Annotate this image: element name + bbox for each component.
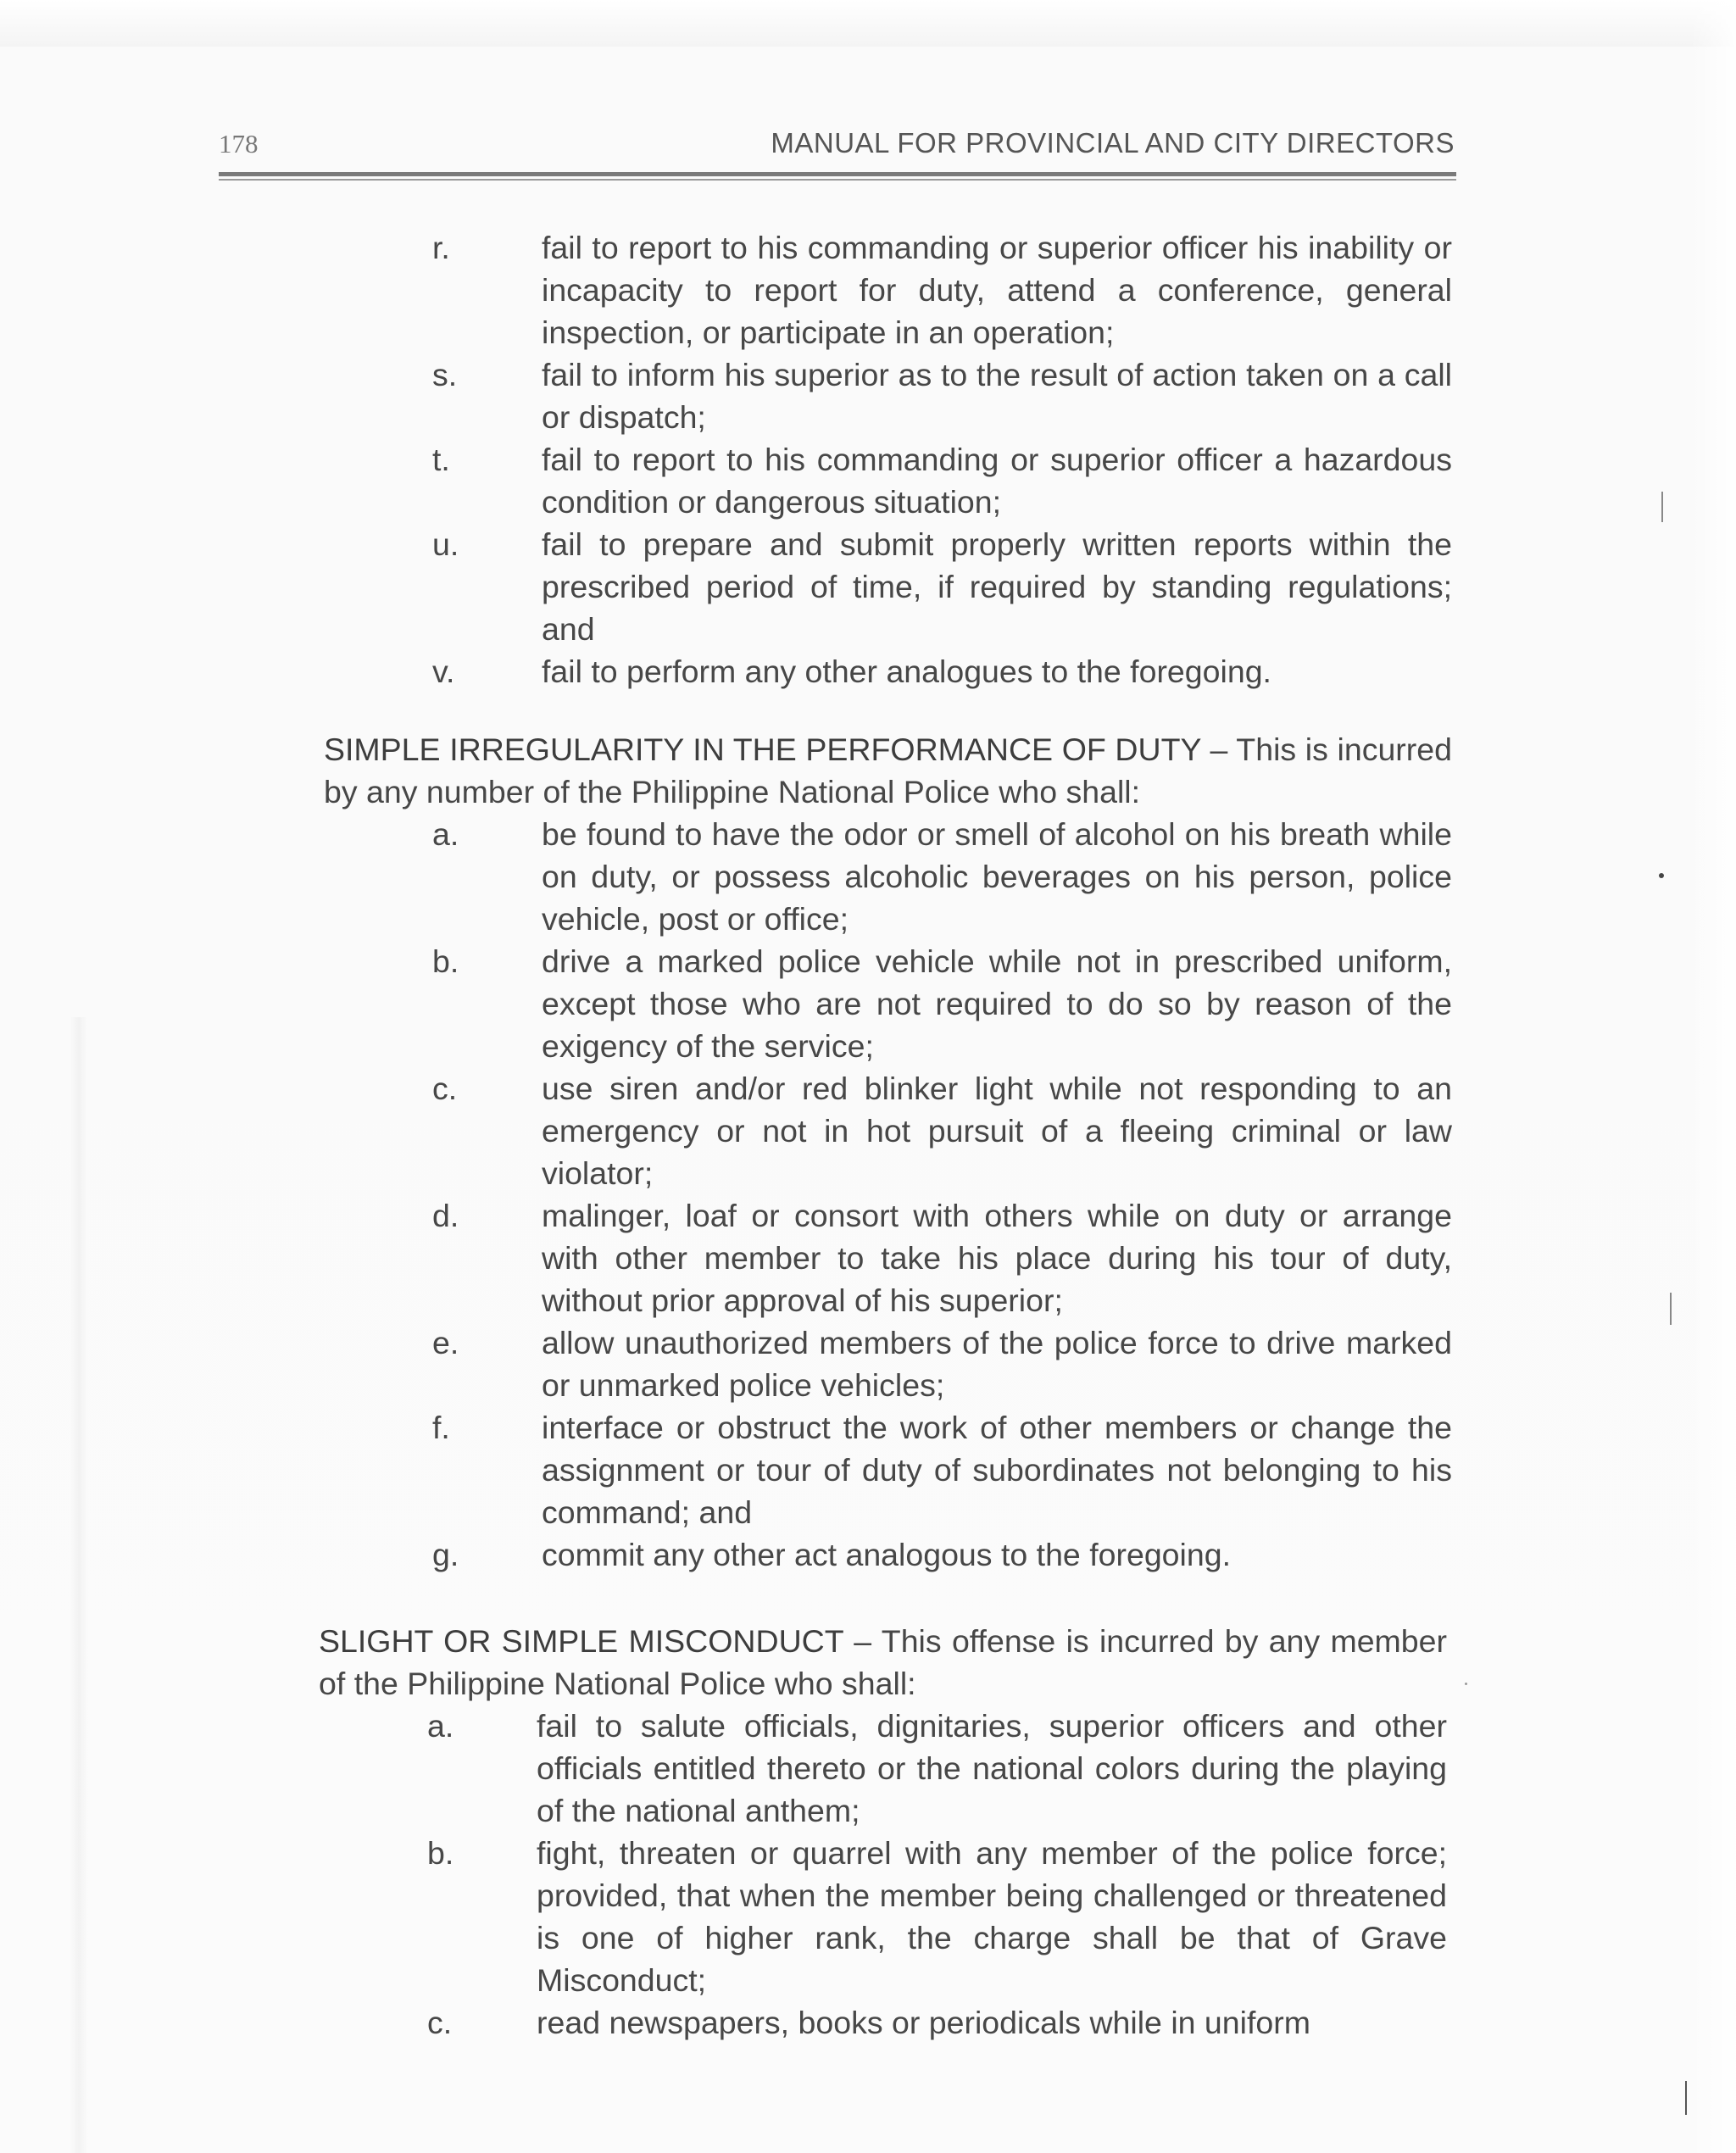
list-item-text: fail to prepare and submit properly written reports within the prescribed period of time, if required by standing regulations; and <box>542 526 1452 647</box>
list-marker: d. <box>432 1198 459 1233</box>
list-item <box>432 1533 1452 1576</box>
list-item-text: fail to salute officials, dignitaries, superior officers and other officials entitled thereto or the national colors during the playing of the national anthem; <box>537 1708 1447 1828</box>
list-item <box>432 1321 1452 1406</box>
section-intro <box>324 728 1452 813</box>
list-marker: b. <box>432 943 459 979</box>
list-item <box>427 2001 1447 2044</box>
list-marker: v. <box>432 654 455 689</box>
list-marker: a. <box>427 1708 454 1744</box>
list-item <box>432 523 1452 650</box>
list-item-text: fight, threaten or quarrel with any member of the police force; provided, that when the member being challenged or threatened is one of higher rank, the charge shall be that of Grave Misconduct; <box>537 1835 1447 1998</box>
section-intro-text: – This offense is incurred by any member of the Philippine National Police who shall: <box>319 1623 1447 1701</box>
section-slight-misconduct <box>319 1620 1447 2044</box>
list-marker: g. <box>432 1537 459 1572</box>
scan-mark <box>1685 2081 1687 2115</box>
list-item-text: use siren and/or red blinker light while not responding to an emergency or not in hot pursuit of a fleeing criminal or law violator; <box>542 1071 1452 1191</box>
section-intro-text: – This is incurred by any number of the Philippine National Police who shall: <box>324 732 1452 809</box>
list-item-text: drive a marked police vehicle while not in prescribed uniform, except those who are not required to do so by reason of the exigency of the service; <box>542 943 1452 1064</box>
list-item <box>432 438 1452 523</box>
scan-speck <box>1465 1683 1467 1685</box>
list-item-text: read newspapers, books or periodicals while in uniform <box>537 2005 1310 2040</box>
list-item <box>432 226 1452 353</box>
list-item-text: fail to perform any other analogues to the foregoing. <box>542 654 1271 689</box>
list-marker: e. <box>432 1325 459 1360</box>
list-item <box>432 1067 1452 1194</box>
list-item <box>432 1406 1452 1533</box>
section-intro <box>319 1620 1447 1705</box>
header-rule <box>219 172 1456 176</box>
list-item-text: be found to have the odor or smell of alcohol on his breath while on duty, or possess alcoholic beverages on his person, police vehicle, post or office; <box>542 816 1452 937</box>
list-marker: s. <box>432 357 458 392</box>
list-item <box>427 1832 1447 2001</box>
list-item <box>432 353 1452 438</box>
scan-speck <box>1659 873 1664 878</box>
list-item-text: fail to report to his commanding or superior officer his inability or incapacity to report for duty, attend a conference, general inspection, or participate in an operation; <box>542 230 1452 350</box>
list-item-text: malinger, loaf or consort with others while on duty or arrange with other member to take his place during his tour of duty, without prior approval of his superior; <box>542 1198 1452 1318</box>
section-heading: SIMPLE IRREGULARITY IN THE PERFORMANCE OF DUTY <box>324 732 1201 767</box>
list-marker: f. <box>432 1410 450 1445</box>
list-marker: t. <box>432 442 450 477</box>
list-item-text: fail to report to his commanding or superior officer a hazardous condition or dangerous situation; <box>542 442 1452 520</box>
list-item-text: allow unauthorized members of the police force to drive marked or unmarked police vehicles; <box>542 1325 1452 1403</box>
running-title: MANUAL FOR PROVINCIAL AND CITY DIRECTORS <box>771 127 1455 159</box>
list-marker: u. <box>432 526 459 562</box>
scan-top-margin <box>0 0 1736 47</box>
list-item <box>432 650 1452 693</box>
list-item <box>427 1705 1447 1832</box>
list-item-text: fail to inform his superior as to the result of action taken on a call or dispatch; <box>542 357 1452 435</box>
scan-right-margin <box>1690 0 1736 2153</box>
list-marker: c. <box>432 1071 458 1106</box>
list-marker: r. <box>432 230 450 265</box>
page-number: 178 <box>219 129 259 159</box>
list-continuation <box>432 226 1452 693</box>
scan-mark <box>1661 492 1663 522</box>
list-item-text: commit any other act analogous to the foregoing. <box>542 1537 1231 1572</box>
section-simple-irregularity <box>324 728 1452 1576</box>
list-item <box>432 940 1452 1067</box>
list-marker: a. <box>432 816 459 852</box>
list-item <box>432 1194 1452 1321</box>
scan-binding-shadow <box>70 1017 88 2153</box>
section-list <box>427 1705 1447 2044</box>
list-marker: c. <box>427 2005 453 2040</box>
section-heading: SLIGHT OR SIMPLE MISCONDUCT <box>319 1623 843 1659</box>
list-item-text: interface or obstruct the work of other members or change the assignment or tour of duty of subordinates not belonging to his command; and <box>542 1410 1452 1530</box>
list-marker: b. <box>427 1835 454 1871</box>
list-item <box>432 813 1452 940</box>
section-list <box>432 813 1452 1576</box>
scan-mark <box>1670 1293 1672 1325</box>
header-rule-thin <box>219 179 1456 181</box>
page-header <box>219 125 1455 168</box>
